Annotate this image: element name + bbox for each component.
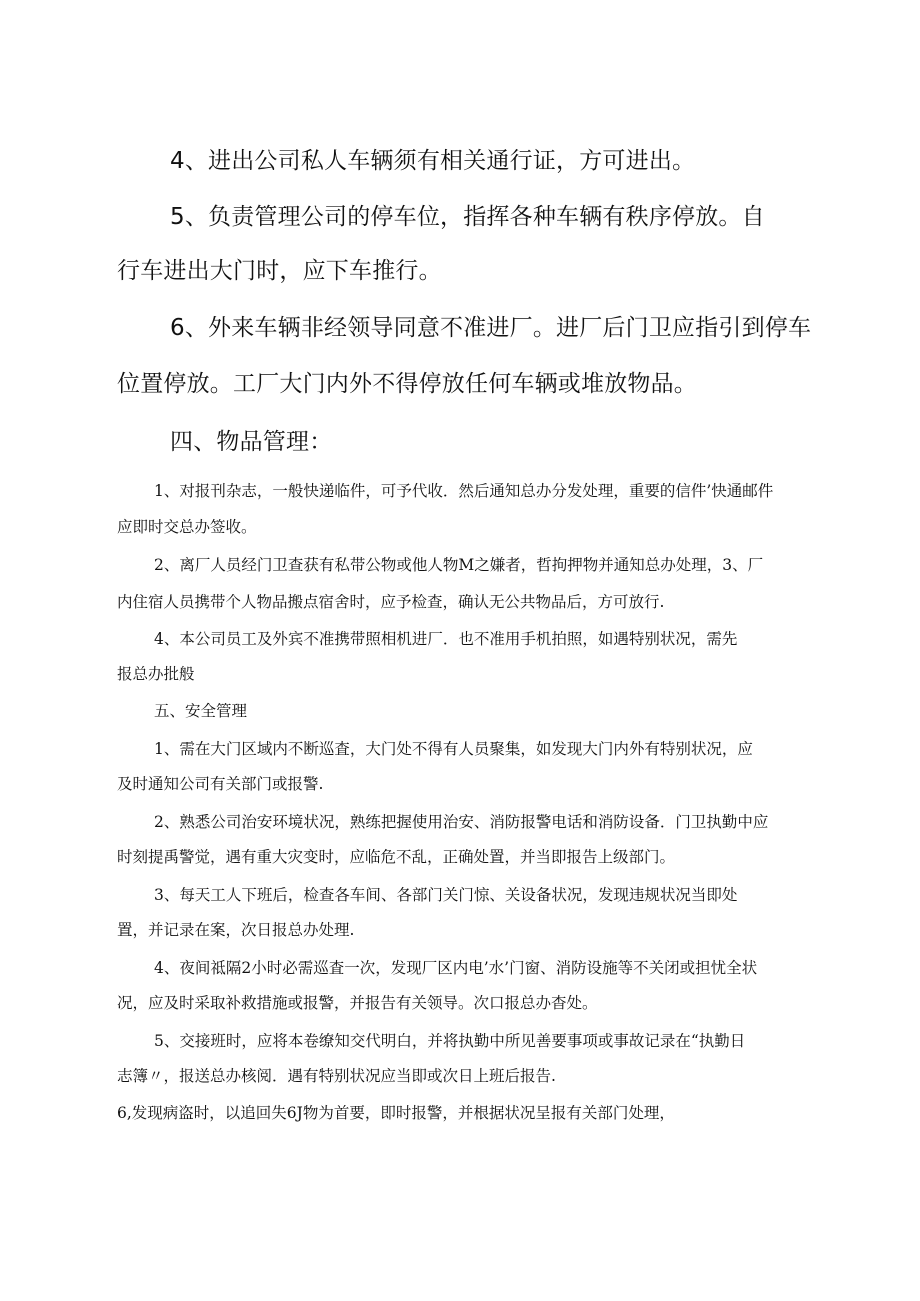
goods-item-3-cont: 内住宿人员携带个人物品搬点宿舍时，应予检查，确认无公共物品后，方可放行. — [117, 593, 665, 611]
safety-item-4-cont: 况，应及时采取补救措施或报警，并报告有关领导。次口报总办杳处。 — [117, 994, 598, 1012]
paragraph-item-6: 6、外来车辆非经领导同意不准进厂。进厂后门卫应指引到停车 — [170, 315, 812, 341]
safety-item-1: 1、需在大门区域内不断巡査，大门处不得有人员聚集，如发现大门内外有特别状况，应 — [154, 740, 753, 758]
goods-item-1: 1、对报刊杂志，一般快递临件，可予代收．然后通知总办分发处理，重要的信件’快通邮件 — [154, 482, 774, 500]
section-heading-goods: 四、物品管理： — [170, 429, 333, 455]
paragraph-item-6-cont: 位置停放。工厂大门内外不得停放任何车辆或堆放物品。 — [117, 371, 697, 397]
goods-item-2: 2、离厂人员经门卫查获有私带公物或他人物M之嫌者，哲拘押物并通知总办处理，3、厂 — [154, 556, 764, 574]
goods-item-1-cont: 应即时交总办签收。 — [117, 518, 257, 536]
safety-item-5: 5、交接班时，应将本卷缭知交代明白，并将执勤中所见善要事项或事故记录在“执勤日 — [154, 1032, 746, 1050]
section-heading-safety: 五、安全管理 — [154, 702, 248, 720]
safety-item-2: 2、熟悉公司治安环境状况，熟练把握使用治安、消防报警电话和消防设备．门卫执勤中应 — [154, 813, 769, 831]
paragraph-item-4: 4、进出公司私人车辆须有相关通行证，方可进出。 — [170, 148, 696, 174]
paragraph-item-5-cont: 行车进出大门时，应下车推行。 — [117, 258, 442, 284]
safety-item-2-cont: 时刻提禹警觉，遇有重大灾变时，应临危不乱，正确处置，并当即报告上级部门。 — [117, 848, 676, 866]
safety-item-3-cont: 置，并记录在案，次日报总办处理. — [117, 921, 355, 939]
safety-item-5-cont: 志簿〃，报送总办核阅．遇有特别状况应当即或次日上班后报告. — [117, 1067, 556, 1085]
paragraph-item-5: 5、负责管理公司的停车位，指挥各种车辆有秩序停放。自 — [170, 204, 765, 230]
safety-item-1-cont: 及时通知公司有关部门或报警. — [117, 775, 324, 793]
safety-item-4: 4、夜间祗隔2小时必需巡査一次，发现厂区内电’水’门窗、消防设施等不关闭或担忧全状 — [154, 959, 758, 977]
goods-item-4-cont: 报总办批般 — [117, 665, 195, 683]
safety-item-6: 6,发现病盗时，以追回失6J物为首要，即时报警，并根据状况呈报有关部门处理， — [117, 1104, 675, 1122]
goods-item-4: 4、本公司员工及外宾不准携带照相机进厂．也不准用手机拍照，如遇特别状况，需先 — [154, 630, 738, 648]
safety-item-3: 3、每天工人下班后，检查各车间、各部门关门惊、关设备状况，发现违规状况当即处 — [154, 886, 738, 904]
